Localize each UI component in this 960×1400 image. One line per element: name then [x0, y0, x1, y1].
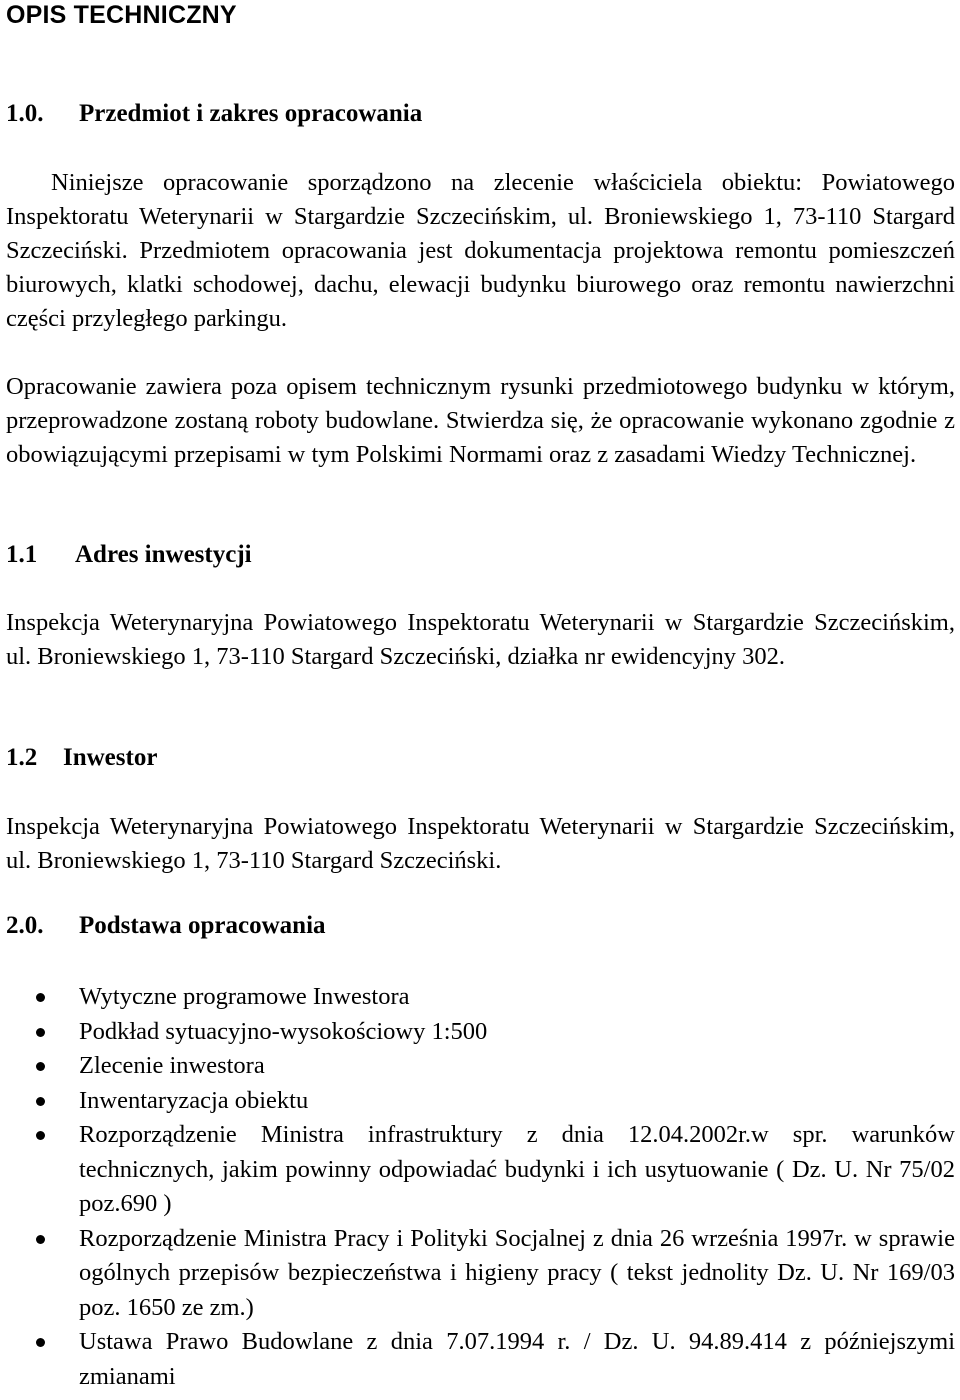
section-1-1-heading — [6, 540, 252, 570]
section-1-0-paragraph-2: Opracowanie zawiera poza opisem technicznym rysunki przedmiotowego budynku w którym, przeprowadzone zostaną roboty budowlane. Stwierdza się, że opracowanie wykonano zgodnie z obowiązującymi przepisami w tym Polskimi Normami oraz z zasadami Wiedzy Technicznej. — [6, 373, 955, 468]
section-1-0-paragraph-1: Niniejsze opracowanie sporządzono na zlecenie właściciela obiektu: Powiatowego Inspektoratu Weterynarii w Stargardzie Szczecińskim, ul. Broniewskiego 1, 73-110 Stargard Szczeciński. Przedmiotem opracowania jest dokumentacja projektowa remontu pomieszczeń biurowych, klatki schodowej, dachu, elewacji budynku biurowego oraz remontu nawierzchni części przyległego parkingu. — [6, 169, 955, 332]
section-number: 1.0. — [6, 100, 44, 127]
section-1-0-heading — [6, 99, 422, 129]
section-1-1-paragraph: Inspekcja Weterynaryjna Powiatowego Inspektoratu Weterynarii w Stargardzie Szczecińskim, ul. Broniewskiego 1, 73-110 Stargard Szczeciński, działka nr ewidencyjny 302. — [6, 609, 955, 670]
list-item: Wytyczne programowe Inwestora — [0, 980, 955, 1015]
list-item: Podkład sytuacyjno-wysokościowy 1:500 — [0, 1015, 955, 1050]
section-title: Inwestor — [63, 744, 158, 771]
bullet-icon — [36, 1028, 45, 1037]
section-1-2-heading — [6, 743, 157, 773]
bullet-icon — [36, 1062, 45, 1071]
list-item: Zlecenie inwestora — [0, 1049, 955, 1084]
bullet-icon — [36, 1338, 45, 1347]
section-title: Podstawa opracowania — [79, 912, 326, 939]
list-item: Rozporządzenie Ministra Pracy i Polityki Socjalnej z dnia 26 września 1997r. w sprawie ogólnych przepisów bezpieczeństwa i higieny pracy ( tekst jednolity Dz. U. Nr 169/03 poz. 1650 ze zm.) — [0, 1222, 955, 1326]
section-1-2-paragraph: Inspekcja Weterynaryjna Powiatowego Inspektoratu Weterynarii w Stargardzie Szczecińskim, ul. Broniewskiego 1, 73-110 Stargard Szczeciński. — [6, 813, 955, 874]
section-number: 2.0. — [6, 912, 44, 939]
section-2-0-heading — [6, 911, 326, 941]
section-number: 1.2 — [6, 744, 38, 771]
basis-list — [0, 980, 960, 1394]
section-title: Adres inwestycji — [75, 541, 252, 568]
bullet-icon — [36, 1097, 45, 1106]
document-title: OPIS TECHNICZNY — [6, 1, 237, 29]
list-item: Ustawa Prawo Budowlane z dnia 7.07.1994 r. / Dz. U. 94.89.414 z późniejszymi zmianami — [0, 1325, 955, 1394]
section-number: 1.1 — [6, 541, 38, 568]
bullet-icon — [36, 993, 45, 1002]
list-item: Rozporządzenie Ministra infrastruktury z dnia 12.04.2002r.w spr. warunków technicznych, jakim powinny odpowiadać budynki i ich usytuowanie ( Dz. U. Nr 75/02 poz.690 ) — [0, 1118, 955, 1222]
bullet-icon — [36, 1131, 45, 1140]
list-item: Inwentaryzacja obiektu — [0, 1084, 955, 1119]
section-title: Przedmiot i zakres opracowania — [79, 100, 423, 127]
bullet-icon — [36, 1235, 45, 1244]
